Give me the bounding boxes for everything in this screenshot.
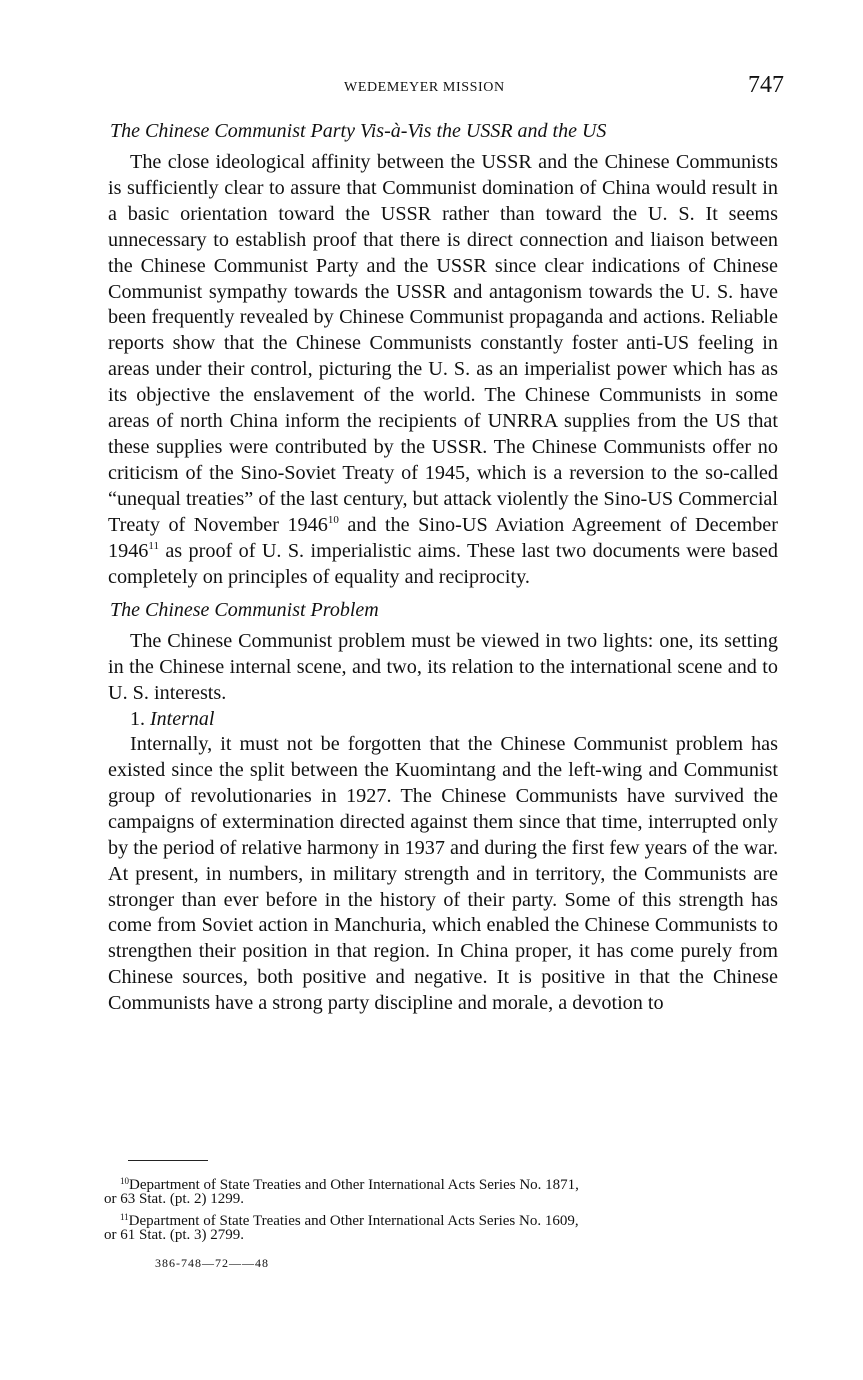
section-heading-ccp-ussr-us: The Chinese Communist Party Vis-à-Vis the USSR and the US: [110, 120, 607, 142]
footnote-divider: [128, 1160, 208, 1161]
footnote-text: [104, 1174, 784, 1192]
footnote-citation: or 61 Stat. (pt. 3) 2799.: [104, 1227, 244, 1243]
subheading-number: 1.: [130, 708, 145, 731]
subheading-internal: [130, 707, 778, 732]
subheading-title: Internal: [150, 708, 215, 731]
footnote-citation: or 63 Stat. (pt. 2) 1299.: [104, 1191, 244, 1207]
footnote-number: 10: [120, 1176, 129, 1186]
body-paragraph-internal: Internally, it must not be forgotten that the Chinese Communist problem has existed since the split between the Kuomintang and the left-wing and Communist group of revolutionaries in 1927. The Chinese Communists have survived the campaigns of extermination directed against them since that time, interrupted only by the period of relative harmony in 1937 and during the first few years of the war. At present, in numbers, in military strength and in territory, the Communists are stronger than ever before in the history of their party. Some of this strength has come from Soviet action in Manchuria, which enabled the Chinese Communists to strengthen their position in that region. In China proper, it has come purely from Chinese sources, both positive and negative. It is positive in that the Chinese Communists have a strong party discipline and morale, a devotion to: [108, 733, 778, 1015]
paragraph-text: and the Sino-US Aviation Agreement of December 1946: [108, 513, 778, 562]
footnote-marker-10: 10: [327, 513, 339, 526]
body-paragraph-affinity: [108, 150, 778, 590]
paragraph-text: as proof of U. S. imperialistic aims. These last two documents were based completely on principles of equality and reciprocity.: [108, 539, 778, 588]
print-code: 386-748—72——48: [155, 1256, 269, 1270]
footnote-number: 11: [120, 1212, 129, 1222]
footnotes: [104, 1174, 784, 1246]
footnote-body: Department of State Treaties and Other International Acts Series No. 1609,: [128, 1213, 579, 1229]
footnote-10: [104, 1174, 784, 1206]
footnote-11: [104, 1210, 784, 1242]
section-heading-communist-problem: The Chinese Communist Problem: [110, 599, 379, 622]
page-number: 747: [748, 72, 784, 98]
paragraph-text: The close ideological affinity between the USSR and the Chinese Communists is sufficiently clear to assure that Communist domination of China would result in a basic orientation toward the USSR rather than toward the U. S. It seems unnecessary to establish proof that there is direct connection and liaison between the Chinese Communist Party and the USSR since clear indications of Chinese Communist sympathy towards the USSR and antagonism towards the U. S. have been frequently revealed by Chinese Communist propaganda and actions. Reliable reports show that the Chinese Communists constantly foster anti-US feeling in areas under their control, picturing the U. S. as an imperialist power which has as its objective the enslavement of the world. The Chinese Communists in some areas of north China inform the recipients of UNRRA supplies from the US that these supplies were contributed by the USSR. The Chinese Communists offer no criticism of the Sino-Soviet Treaty of 1945, which is a reversion to the so-called “unequal treaties” of the last century, but attack violently the Sino-US Commercial Treaty of November 1946: [108, 151, 778, 536]
footnote-body: Department of State Treaties and Other International Acts Series No. 1871,: [129, 1177, 579, 1193]
footnote-text: [104, 1210, 784, 1228]
footnote-marker-11: 11: [148, 539, 159, 552]
main-text: [108, 116, 778, 1017]
page-header: [108, 74, 784, 102]
body-paragraph-intro: The Chinese Communist problem must be viewed in two lights: one, its setting in the Chinese internal scene, and two, its relation to the international scene and to U. S. interests.: [108, 630, 778, 705]
running-head: WEDEMEYER MISSION: [344, 80, 505, 95]
